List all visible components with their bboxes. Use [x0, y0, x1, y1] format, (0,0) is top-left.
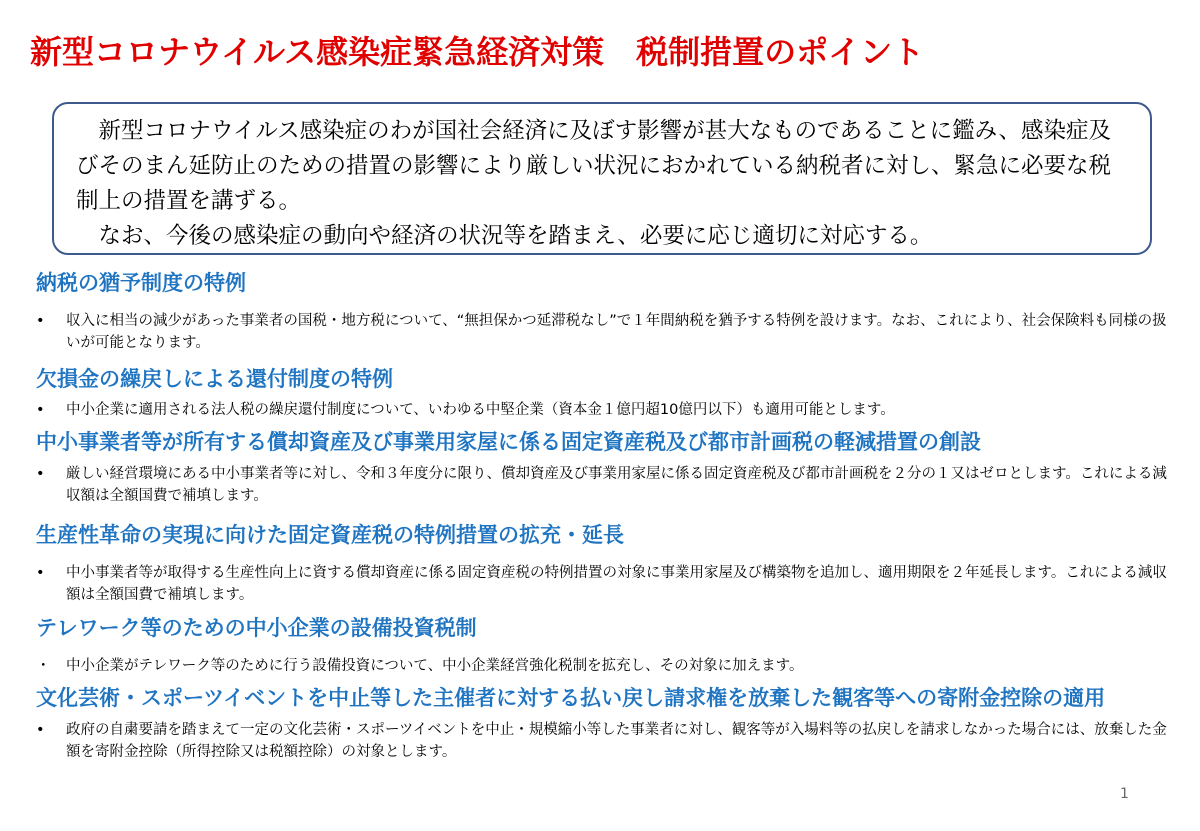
- section-title: 中小事業者等が所有する償却資産及び事業用家屋に係る固定資産税及び都市計画税の軽減措置の創設: [36, 430, 981, 454]
- section-tax-payment-deferral: [36, 268, 1176, 354]
- list-item: [36, 399, 1176, 421]
- list-item: [36, 719, 1176, 763]
- bullet-text: 中小事業者等が取得する生産性向上に資する償却資産に係る固定資産税の特例措置の対象に事業用家屋及び構築物を追加し、適用期限を２年延長します。これによる減収額は全額国費で補填します。: [66, 565, 1167, 603]
- section-title: 納税の猶予制度の特例: [36, 271, 246, 295]
- bullet-icon: •: [36, 565, 45, 581]
- page-title: 新型コロナウイルス感染症緊急経済対策 税制措置のポイント: [30, 33, 925, 71]
- bullet-icon: •: [36, 313, 45, 329]
- section-title: 生産性革命の実現に向けた固定資産税の特例措置の拡充・延長: [36, 523, 624, 547]
- bullet-icon: •: [36, 402, 45, 418]
- section-loss-carryback: [36, 364, 1176, 421]
- bullet-text: 政府の自粛要請を踏まえて一定の文化芸術・スポーツイベントを中止・規模縮小等した事業者に対し、観客等が入場料等の払戻しを請求しなかった場合には、放棄した金額を寄附金控除（所得控除又は税額控除）の対象とします。: [66, 722, 1167, 760]
- list-item: [36, 310, 1176, 354]
- bullet-icon: ・: [36, 658, 51, 674]
- section-title: 欠損金の繰戻しによる還付制度の特例: [36, 367, 393, 391]
- bullet-icon: •: [36, 722, 45, 738]
- list-item: [36, 463, 1176, 507]
- section-donation-deduction: [36, 683, 1176, 763]
- page-number: 1: [1120, 786, 1129, 802]
- section-productivity-revolution: [36, 520, 1176, 606]
- bullet-text: 厳しい経営環境にある中小事業者等に対し、令和３年度分に限り、償却資産及び事業用家屋に係る固定資産税及び都市計画税を２分の１又はゼロとします。これによる減収額は全額国費で補填します。: [66, 466, 1167, 504]
- intro-box: [52, 102, 1152, 255]
- bullet-text: 中小企業に適用される法人税の繰戻還付制度について、いわゆる中堅企業（資本金１億円超10億円以下）も適用可能とします。: [66, 402, 895, 418]
- section-title: テレワーク等のための中小企業の設備投資税制: [36, 616, 477, 640]
- intro-paragraph-2: なお、今後の感染症の動向や経済の状況等を踏まえ、必要に応じ適切に対応する。: [76, 223, 933, 249]
- intro-paragraph-1: 新型コロナウイルス感染症のわが国社会経済に及ぼす影響が甚大なものであることに鑑み、感染症及びそのまん延防止のための措置の影響により厳しい状況におかれている納税者に対し、緊急に必要な税制上の措置を講ずる。: [76, 118, 1112, 214]
- bullet-text: 中小企業がテレワーク等のために行う設備投資について、中小企業経営強化税制を拡充し、その対象に加えます。: [66, 658, 804, 674]
- list-item: [36, 562, 1176, 606]
- bullet-text: 収入に相当の減少があった事業者の国税・地方税について、“無担保かつ延滞税なし”で１年間納税を猶予する特例を設けます。なお、これにより、社会保険料も同様の扱いが可能となります。: [66, 313, 1167, 351]
- section-telework-investment: [36, 613, 1176, 677]
- bullet-icon: •: [36, 466, 45, 482]
- list-item: [36, 655, 1176, 677]
- section-fixed-asset-tax-relief: [36, 427, 1176, 507]
- section-title: 文化芸術・スポーツイベントを中止等した主催者に対する払い戻し請求権を放棄した観客等への寄附金控除の適用: [36, 686, 1106, 710]
